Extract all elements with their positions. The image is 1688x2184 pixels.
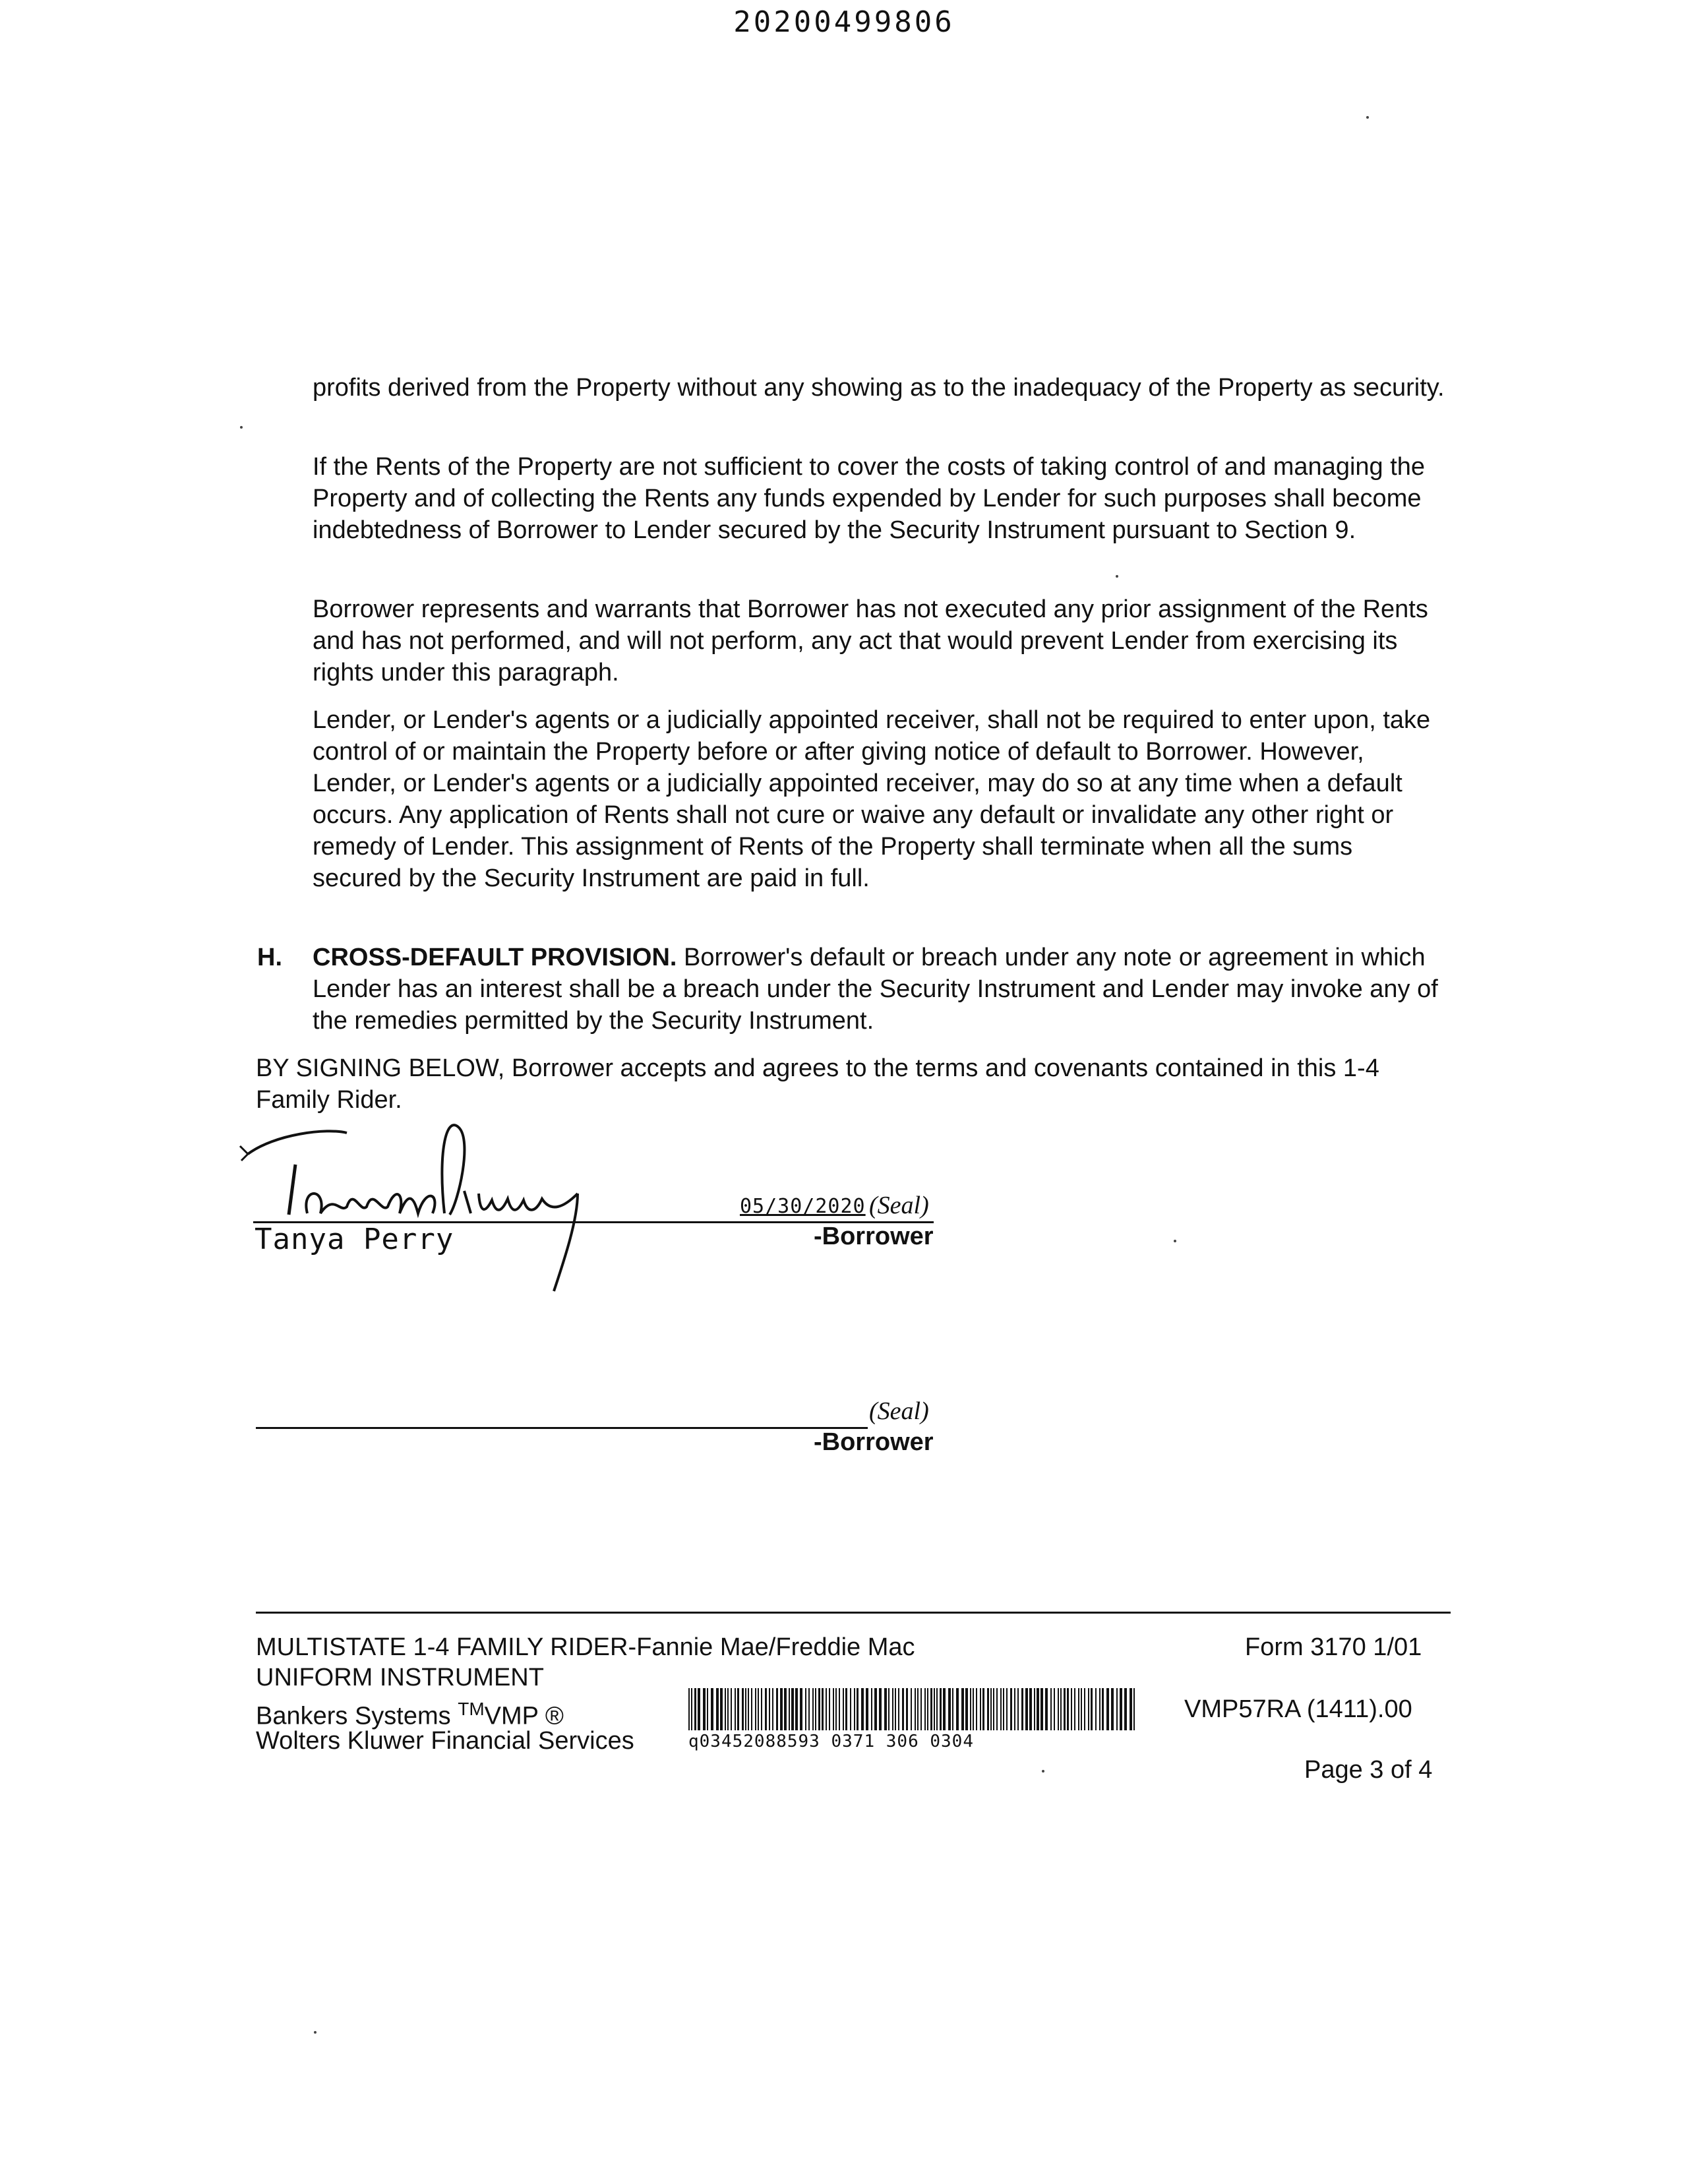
barcode-bar — [906, 1688, 908, 1730]
barcode-bar — [857, 1688, 859, 1730]
barcode-bar — [703, 1688, 706, 1730]
barcode-bar — [993, 1688, 994, 1730]
barcode-bar — [829, 1688, 830, 1730]
barcode-bar — [934, 1688, 935, 1730]
barcode-bar — [826, 1688, 827, 1730]
barcode-bar — [920, 1688, 922, 1730]
barcode-bar — [898, 1688, 899, 1730]
barcode-bar — [716, 1688, 719, 1730]
scan-speck — [1174, 1240, 1176, 1242]
barcode-bar — [1116, 1688, 1118, 1730]
barcode-bar — [1058, 1688, 1059, 1730]
paragraph-insufficient-rents-text: If the Rents of the Property are not sufficient to cover the costs of taking control of and managing the Property and of collecting the Rents any funds expended by Lender for such purposes shall become indebtedness of Borrower to Lender secured by the Security Instrument pursuant to Section 9. — [313, 453, 1426, 544]
barcode-bar — [1133, 1688, 1135, 1730]
barcode-bar — [1084, 1688, 1085, 1730]
document-number: 20200499806 — [733, 5, 955, 39]
barcode-bar — [1037, 1688, 1039, 1730]
footer-vendor-tm: TM — [458, 1699, 485, 1719]
barcode-bar — [940, 1688, 942, 1730]
section-h-text: Borrower's default or breach under any note or agreement in which Lender has an interest shall be a breach under the Security Instrument and Lender may invoke any of the remedies permitted by the Security Instrument. — [313, 944, 1438, 1035]
barcode-bar — [996, 1688, 998, 1730]
barcode-bar — [1078, 1688, 1079, 1730]
barcode-bar — [976, 1688, 977, 1730]
barcode-bar — [691, 1688, 692, 1730]
barcode-bar — [1088, 1688, 1089, 1730]
barcode-bar — [1014, 1688, 1015, 1730]
barcode-bar — [772, 1688, 773, 1730]
barcode-bar — [854, 1688, 855, 1730]
borrower-1-printed-name: Tanya Perry — [255, 1223, 454, 1256]
barcode-bar — [742, 1688, 744, 1730]
barcode-bar — [1091, 1688, 1093, 1730]
barcode-bar — [737, 1688, 739, 1730]
footer-vendor-vmp: VMP ® — [484, 1702, 564, 1730]
barcode-bar — [888, 1688, 889, 1730]
barcode-bar — [839, 1688, 840, 1730]
borrower-1-date: 05/30/2020 — [740, 1195, 866, 1218]
barcode-bar — [911, 1688, 912, 1730]
barcode-bar — [1017, 1688, 1019, 1730]
barcode-bar — [987, 1688, 989, 1730]
barcode-bar — [776, 1688, 778, 1730]
barcode-bar — [800, 1688, 802, 1730]
barcode-bar — [1040, 1688, 1043, 1730]
barcode-bar — [1054, 1688, 1055, 1730]
barcode-bar — [884, 1688, 887, 1730]
barcode-bar — [755, 1688, 756, 1730]
barcode-bar — [727, 1688, 729, 1730]
signature-line-borrower-2 — [256, 1427, 868, 1429]
barcode-bar — [892, 1688, 893, 1730]
barcode-bar — [871, 1688, 872, 1730]
barcode-bar — [833, 1688, 834, 1730]
paragraph-lender-agents: Lender, or Lender's agents or a judicially appointed receiver, shall not be required to enter upon, take control of or maintain the Property before or after giving notice of default to Borrower. However, Lender, or Lender's agents or a judicially appointed receiver, may do so at any time when a default occurs. Any application of Rents shall not cure or waive any default or invalidate any other right or remedy of Lender. This assignment of Rents of the Property shall terminate when all the sums secured by the Security Instrument are paid in full. — [313, 706, 1431, 892]
barcode-bar — [1021, 1688, 1023, 1730]
barcode-bar — [1010, 1688, 1012, 1730]
barcode-bar — [1029, 1688, 1032, 1730]
barcode-bar — [815, 1688, 816, 1730]
paragraph-representations: Borrower represents and warrants that Borrower has not executed any prior assignment of the Rents and has not performed, and will not perform, any act that would prevent Lender from exercising its rights under this paragraph. — [313, 595, 1428, 686]
scan-speck — [1366, 116, 1369, 119]
barcode-bar — [1045, 1688, 1048, 1730]
barcode-bar — [1111, 1688, 1114, 1730]
barcode-bar — [725, 1688, 726, 1730]
barcode-bar — [1102, 1688, 1104, 1730]
barcode-bar — [731, 1688, 732, 1730]
borrower-1-role: -Borrower — [814, 1223, 934, 1250]
barcode-bar — [1120, 1688, 1122, 1730]
barcode-bar — [1060, 1688, 1062, 1730]
barcode-bar — [835, 1688, 837, 1730]
barcode-bar — [879, 1688, 882, 1730]
footer-divider — [256, 1612, 1451, 1614]
section-h-letter: H. — [257, 944, 282, 971]
barcode-bar — [943, 1688, 946, 1730]
barcode-bar — [1067, 1688, 1069, 1730]
barcode-bar — [745, 1688, 746, 1730]
barcode-bar — [1000, 1688, 1002, 1730]
barcode-bar — [780, 1688, 783, 1730]
barcode-bar — [956, 1688, 959, 1730]
barcode-bar — [791, 1688, 794, 1730]
barcode-bar — [1099, 1688, 1100, 1730]
barcode-bar — [805, 1688, 806, 1730]
barcode-bar — [1071, 1688, 1072, 1730]
barcode-bar — [698, 1688, 700, 1730]
barcode-bar — [735, 1688, 736, 1730]
barcode-bar — [1064, 1688, 1066, 1730]
barcode-bar — [707, 1688, 708, 1730]
barcode-bar — [990, 1688, 992, 1730]
barcode-bar — [961, 1688, 964, 1730]
scan-speck — [1042, 1770, 1044, 1773]
barcode-bar — [1081, 1688, 1082, 1730]
barcode-bar — [1095, 1688, 1097, 1730]
section-h-title: CROSS-DEFAULT PROVISION. — [313, 944, 677, 971]
barcode-bar — [980, 1688, 981, 1730]
footer-company: Wolters Kluwer Financial Services — [256, 1727, 634, 1755]
barcode-bar — [982, 1688, 984, 1730]
barcode-bar — [861, 1688, 864, 1730]
barcode-bar — [748, 1688, 749, 1730]
barcode-bar — [915, 1688, 916, 1730]
scan-speck — [1116, 575, 1118, 578]
barcode — [688, 1688, 1141, 1730]
barcode-bar — [874, 1688, 877, 1730]
barcode-bar — [765, 1688, 767, 1730]
barcode-bar — [795, 1688, 798, 1730]
barcode-bar — [1025, 1688, 1028, 1730]
barcode-bar — [902, 1688, 904, 1730]
barcode-bar — [1003, 1688, 1004, 1730]
footer-page-number: Page 3 of 4 — [1304, 1756, 1433, 1784]
barcode-bar — [845, 1688, 847, 1730]
section-h-paragraph — [313, 942, 1447, 1037]
barcode-bar — [895, 1688, 896, 1730]
barcode-bar — [812, 1688, 814, 1730]
barcode-bar — [688, 1688, 690, 1730]
barcode-bar — [694, 1688, 696, 1730]
barcode-bar — [1130, 1688, 1132, 1730]
barcode-bar — [758, 1688, 759, 1730]
barcode-bar — [808, 1688, 810, 1730]
barcode-bar — [1034, 1688, 1035, 1730]
barcode-bar — [751, 1688, 752, 1730]
barcode-bar — [761, 1688, 762, 1730]
barcode-bar — [965, 1688, 968, 1730]
barcode-bar — [711, 1688, 713, 1730]
borrower-2-seal: (Seal) — [869, 1397, 929, 1425]
scan-speck — [240, 426, 243, 429]
borrower-2-role: -Borrower — [814, 1428, 934, 1456]
barcode-bar — [818, 1688, 820, 1730]
barcode-number: q03452088593 0371 306 0304 — [688, 1732, 974, 1751]
barcode-bar — [1124, 1688, 1127, 1730]
barcode-bar — [1074, 1688, 1075, 1730]
barcode-bar — [948, 1688, 951, 1730]
barcode-bar — [769, 1688, 770, 1730]
barcode-bar — [930, 1688, 932, 1730]
paragraph-insufficient-rents — [313, 451, 1447, 546]
barcode-bar — [784, 1688, 787, 1730]
barcode-bar — [720, 1688, 723, 1730]
footer-vendor-name: Bankers Systems — [256, 1702, 451, 1730]
barcode-bar — [970, 1688, 971, 1730]
scan-speck — [314, 2031, 316, 2034]
barcode-bar — [927, 1688, 928, 1730]
barcode-bar — [1006, 1688, 1008, 1730]
by-signing-statement: BY SIGNING BELOW, Borrower accepts and agrees to the terms and covenants contained in this 1-4 Family Rider. — [256, 1054, 1379, 1114]
footer-form-number: Form 3170 1/01 — [1245, 1633, 1422, 1661]
barcode-bar — [952, 1688, 953, 1730]
footer-vmp-code: VMP57RA (1411).00 — [1184, 1695, 1412, 1723]
barcode-bar — [973, 1688, 974, 1730]
paragraph-profits: profits derived from the Property without any showing as to the inadequacy of the Property as security. — [313, 374, 1445, 402]
barcode-bar — [850, 1688, 851, 1730]
borrower-1-seal: (Seal) — [869, 1192, 929, 1219]
handwritten-signature — [235, 1114, 617, 1292]
footer-form-title: MULTISTATE 1-4 FAMILY RIDER-Fannie Mae/Freddie Mac — [256, 1633, 915, 1661]
footer-form-subtitle: UNIFORM INSTRUMENT — [256, 1664, 544, 1691]
barcode-bar — [936, 1688, 938, 1730]
barcode-bar — [917, 1688, 919, 1730]
barcode-bar — [843, 1688, 844, 1730]
barcode-bar — [924, 1688, 926, 1730]
barcode-bar — [866, 1688, 868, 1730]
barcode-bar — [1106, 1688, 1109, 1730]
barcode-bar — [789, 1688, 790, 1730]
barcode-bar — [822, 1688, 824, 1730]
barcode-bar — [1050, 1688, 1052, 1730]
